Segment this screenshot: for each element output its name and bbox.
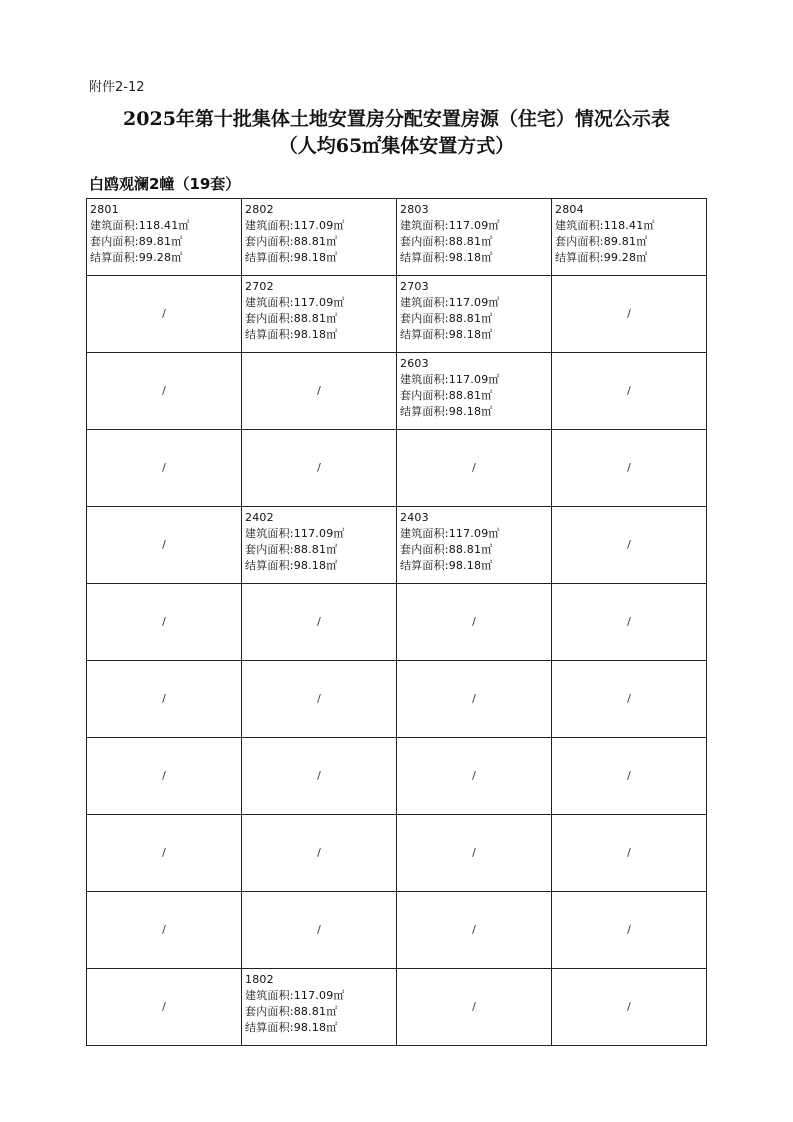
table-row (87, 815, 707, 892)
table-row (87, 353, 707, 430)
unit-cell (397, 353, 552, 430)
empty-marker: / (162, 615, 166, 628)
empty-cell (552, 661, 707, 738)
empty-marker: / (472, 769, 476, 782)
empty-cell (242, 353, 397, 430)
unit-cell (242, 199, 397, 276)
building-area: 建筑面积:117.09㎡ (400, 373, 500, 386)
empty-cell (552, 276, 707, 353)
settlement-area: 结算面积:98.18㎡ (400, 251, 493, 264)
unit-info (242, 969, 396, 1036)
empty-marker: / (317, 384, 321, 397)
building-area: 建筑面积:117.09㎡ (245, 219, 345, 232)
empty-cell (397, 969, 552, 1046)
building-area: 建筑面积:117.09㎡ (245, 527, 345, 540)
inner-area: 套内面积:88.81㎡ (400, 312, 493, 325)
unit-number: 2702 (245, 280, 274, 293)
building-heading: 白鸥观澜2幢（19套） (89, 175, 241, 193)
empty-cell (242, 892, 397, 969)
empty-cell (87, 969, 242, 1046)
empty-marker: / (627, 846, 631, 859)
empty-cell (87, 738, 242, 815)
unit-cell (397, 199, 552, 276)
housing-grid (86, 198, 707, 1046)
empty-marker: / (162, 1000, 166, 1013)
empty-marker: / (162, 538, 166, 551)
empty-cell (552, 738, 707, 815)
unit-number: 1802 (245, 973, 274, 986)
unit-info (242, 199, 396, 266)
empty-cell (397, 430, 552, 507)
empty-cell (87, 661, 242, 738)
inner-area: 套内面积:89.81㎡ (555, 235, 648, 248)
empty-cell (552, 507, 707, 584)
unit-info (397, 199, 551, 266)
settlement-area: 结算面积:98.18㎡ (245, 328, 338, 341)
housing-grid-body (87, 199, 707, 1046)
empty-cell (397, 892, 552, 969)
empty-marker: / (317, 923, 321, 936)
settlement-area: 结算面积:98.18㎡ (400, 328, 493, 341)
inner-area: 套内面积:89.81㎡ (90, 235, 183, 248)
inner-area: 套内面积:88.81㎡ (400, 543, 493, 556)
building-area: 建筑面积:118.41㎡ (555, 219, 655, 232)
empty-cell (552, 969, 707, 1046)
empty-cell (552, 584, 707, 661)
empty-marker: / (627, 538, 631, 551)
unit-cell (242, 507, 397, 584)
unit-info (397, 507, 551, 574)
unit-cell (552, 199, 707, 276)
empty-marker: / (627, 923, 631, 936)
empty-marker: / (472, 923, 476, 936)
empty-cell (397, 661, 552, 738)
unit-number: 2603 (400, 357, 429, 370)
empty-cell (242, 738, 397, 815)
empty-marker: / (472, 615, 476, 628)
table-row (87, 430, 707, 507)
table-row (87, 969, 707, 1046)
unit-cell (242, 276, 397, 353)
unit-info (397, 353, 551, 420)
empty-marker: / (317, 846, 321, 859)
table-row (87, 507, 707, 584)
inner-area: 套内面积:88.81㎡ (245, 312, 338, 325)
table-row (87, 661, 707, 738)
table-row (87, 738, 707, 815)
building-area: 建筑面积:117.09㎡ (245, 296, 345, 309)
inner-area: 套内面积:88.81㎡ (245, 543, 338, 556)
empty-cell (242, 430, 397, 507)
empty-marker: / (162, 846, 166, 859)
unit-info (552, 199, 706, 266)
empty-marker: / (162, 307, 166, 320)
empty-cell (552, 430, 707, 507)
unit-number: 2803 (400, 203, 429, 216)
empty-marker: / (317, 692, 321, 705)
empty-cell (87, 584, 242, 661)
empty-marker: / (317, 615, 321, 628)
unit-cell (87, 199, 242, 276)
inner-area: 套内面积:88.81㎡ (400, 389, 493, 402)
page-title-line1: 2025年第十批集体土地安置房分配安置房源（住宅）情况公示表 (123, 108, 670, 130)
unit-number: 2802 (245, 203, 274, 216)
empty-marker: / (162, 692, 166, 705)
building-area: 建筑面积:117.09㎡ (245, 989, 345, 1002)
building-area: 建筑面积:117.09㎡ (400, 219, 500, 232)
empty-marker: / (472, 461, 476, 474)
empty-cell (242, 584, 397, 661)
empty-cell (87, 892, 242, 969)
empty-cell (552, 815, 707, 892)
empty-marker: / (627, 384, 631, 397)
empty-cell (87, 353, 242, 430)
unit-cell (397, 507, 552, 584)
unit-number: 2804 (555, 203, 584, 216)
empty-cell (397, 738, 552, 815)
empty-marker: / (627, 461, 631, 474)
annex-label: 附件2-12 (89, 80, 145, 95)
unit-number: 2801 (90, 203, 119, 216)
inner-area: 套内面积:88.81㎡ (245, 1005, 338, 1018)
settlement-area: 结算面积:98.18㎡ (245, 1021, 338, 1034)
empty-marker: / (627, 769, 631, 782)
table-row (87, 199, 707, 276)
building-area: 建筑面积:117.09㎡ (400, 296, 500, 309)
empty-cell (552, 892, 707, 969)
empty-marker: / (627, 307, 631, 320)
inner-area: 套内面积:88.81㎡ (245, 235, 338, 248)
settlement-area: 结算面积:99.28㎡ (90, 251, 183, 264)
building-area: 建筑面积:117.09㎡ (400, 527, 500, 540)
unit-cell (397, 276, 552, 353)
settlement-area: 结算面积:98.18㎡ (245, 559, 338, 572)
unit-info (87, 199, 241, 266)
empty-marker: / (162, 461, 166, 474)
empty-cell (397, 815, 552, 892)
empty-marker: / (162, 384, 166, 397)
unit-info (397, 276, 551, 343)
empty-cell (242, 661, 397, 738)
empty-marker: / (162, 923, 166, 936)
settlement-area: 结算面积:98.18㎡ (400, 559, 493, 572)
unit-info (242, 276, 396, 343)
empty-marker: / (472, 846, 476, 859)
unit-info (242, 507, 396, 574)
table-row (87, 892, 707, 969)
settlement-area: 结算面积:99.28㎡ (555, 251, 648, 264)
building-area: 建筑面积:118.41㎡ (90, 219, 190, 232)
empty-marker: / (627, 692, 631, 705)
empty-cell (552, 353, 707, 430)
empty-marker: / (472, 692, 476, 705)
settlement-area: 结算面积:98.18㎡ (245, 251, 338, 264)
empty-cell (397, 584, 552, 661)
unit-number: 2402 (245, 511, 274, 524)
page-title-line2: （人均65㎡集体安置方式） (278, 135, 515, 157)
empty-marker: / (162, 769, 166, 782)
empty-marker: / (317, 769, 321, 782)
empty-cell (87, 430, 242, 507)
empty-cell (242, 815, 397, 892)
unit-number: 2703 (400, 280, 429, 293)
settlement-area: 结算面积:98.18㎡ (400, 405, 493, 418)
inner-area: 套内面积:88.81㎡ (400, 235, 493, 248)
empty-cell (87, 507, 242, 584)
table-row (87, 276, 707, 353)
empty-cell (87, 815, 242, 892)
table-row (87, 584, 707, 661)
empty-marker: / (627, 1000, 631, 1013)
unit-cell (242, 969, 397, 1046)
empty-cell (87, 276, 242, 353)
empty-marker: / (472, 1000, 476, 1013)
empty-marker: / (627, 615, 631, 628)
unit-number: 2403 (400, 511, 429, 524)
empty-marker: / (317, 461, 321, 474)
